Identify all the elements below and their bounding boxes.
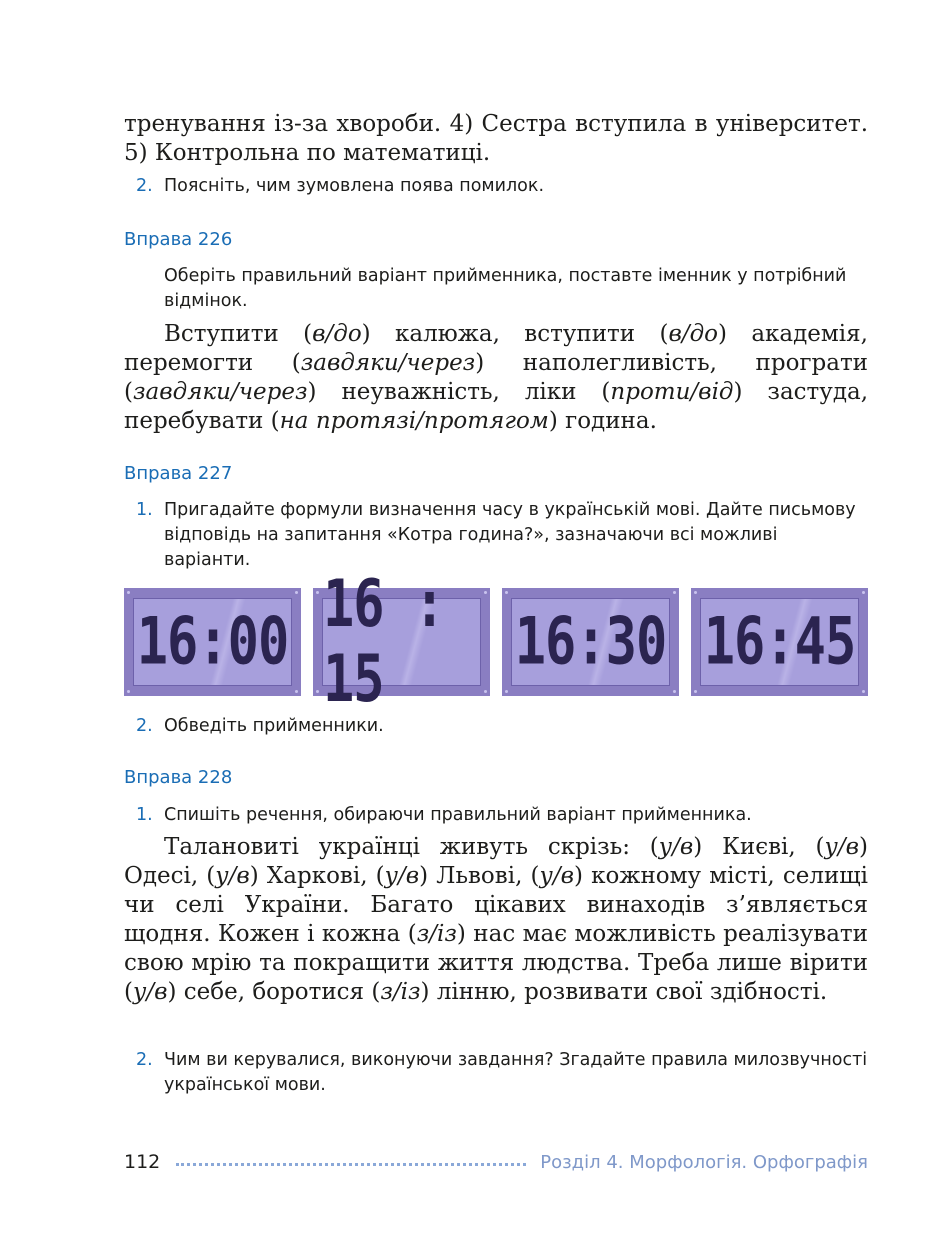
exercise-226-instruction: Оберіть правильний варіант прийменника, поставте іменник у потрібний відмінок. <box>164 266 847 311</box>
top-task-2 <box>124 174 868 199</box>
exercise-226-title: Вправа 226 <box>124 229 233 250</box>
task-number: 1. <box>136 805 153 825</box>
digital-clock <box>502 588 679 696</box>
digital-clock <box>691 588 868 696</box>
exercise-227-task-2 <box>124 714 868 739</box>
task-text: Поясніть, чим зумовлена поява помилок. <box>164 176 545 196</box>
page-footer <box>124 1149 868 1175</box>
task-number: 2. <box>136 176 153 196</box>
digital-clocks <box>124 567 868 717</box>
exercise-228-title: Вправа 228 <box>124 767 233 788</box>
clock-time: 16:30 <box>514 604 667 680</box>
clock-time: 16:00 <box>136 604 289 680</box>
top-paragraph: тренування із-за хвороби. 4) Сестра вступила в університет. 5) Контрольна по математиці. <box>124 111 868 166</box>
task-number: 2. <box>136 1050 153 1070</box>
clock-time: 16 : 15 <box>323 567 445 717</box>
exercise-228-task-1 <box>124 803 868 828</box>
exercise-228-text: Талановиті українці живуть скрізь: (у/в) Києві, (у/в) Одесі, (у/в) Харкові, (у/в) Львові, (у/в) кожному місті, селищі чи селі України. Багато цікавих винаходів з’являється щодня. Кожен і кожна (з/із) нас має можливість реалізувати свою мрію та покращити життя людства. Треба лише вірити (у/в) себе, боротися (з/із) лінню, розвивати свої здібності. <box>124 834 869 1005</box>
exercise-228-task-2 <box>124 1048 868 1098</box>
task-text: Спишіть речення, обираючи правильний варіант прийменника. <box>164 805 752 825</box>
exercise-226-text: Вступити (в/до) калюжа, вступити (в/до) академія, перемогти (завдяки/через) наполегливість, програти (завдяки/через) неуважність, ліки (проти/від) застуда, перебувати (на протязі/протягом) година. <box>124 321 869 434</box>
task-text: Чим ви керувалися, виконуючи завдання? Згадайте правила милозвучності української мови. <box>164 1050 868 1095</box>
clock-screen <box>511 598 670 686</box>
clock-screen <box>700 598 859 686</box>
clock-screen <box>133 598 292 686</box>
dotted-leader <box>176 1163 526 1166</box>
task-number: 2. <box>136 716 153 736</box>
exercise-227-task-1 <box>124 498 868 573</box>
task-number: 1. <box>136 500 153 520</box>
digital-clock <box>313 567 490 717</box>
task-text: Обведіть прийменники. <box>164 716 384 736</box>
clock-time: 16:45 <box>703 604 856 680</box>
section-title: Розділ 4. Морфологія. Орфографія <box>540 1151 868 1173</box>
digital-clock <box>124 588 301 696</box>
exercise-227-title: Вправа 227 <box>124 463 233 484</box>
clock-screen <box>322 567 481 717</box>
page-number: 112 <box>124 1151 161 1173</box>
task-text: Пригадайте формули визначення часу в українській мові. Дайте письмову відповідь на запитання «Котра година?», зазначаючи всі можливі варіанти. <box>164 500 856 570</box>
